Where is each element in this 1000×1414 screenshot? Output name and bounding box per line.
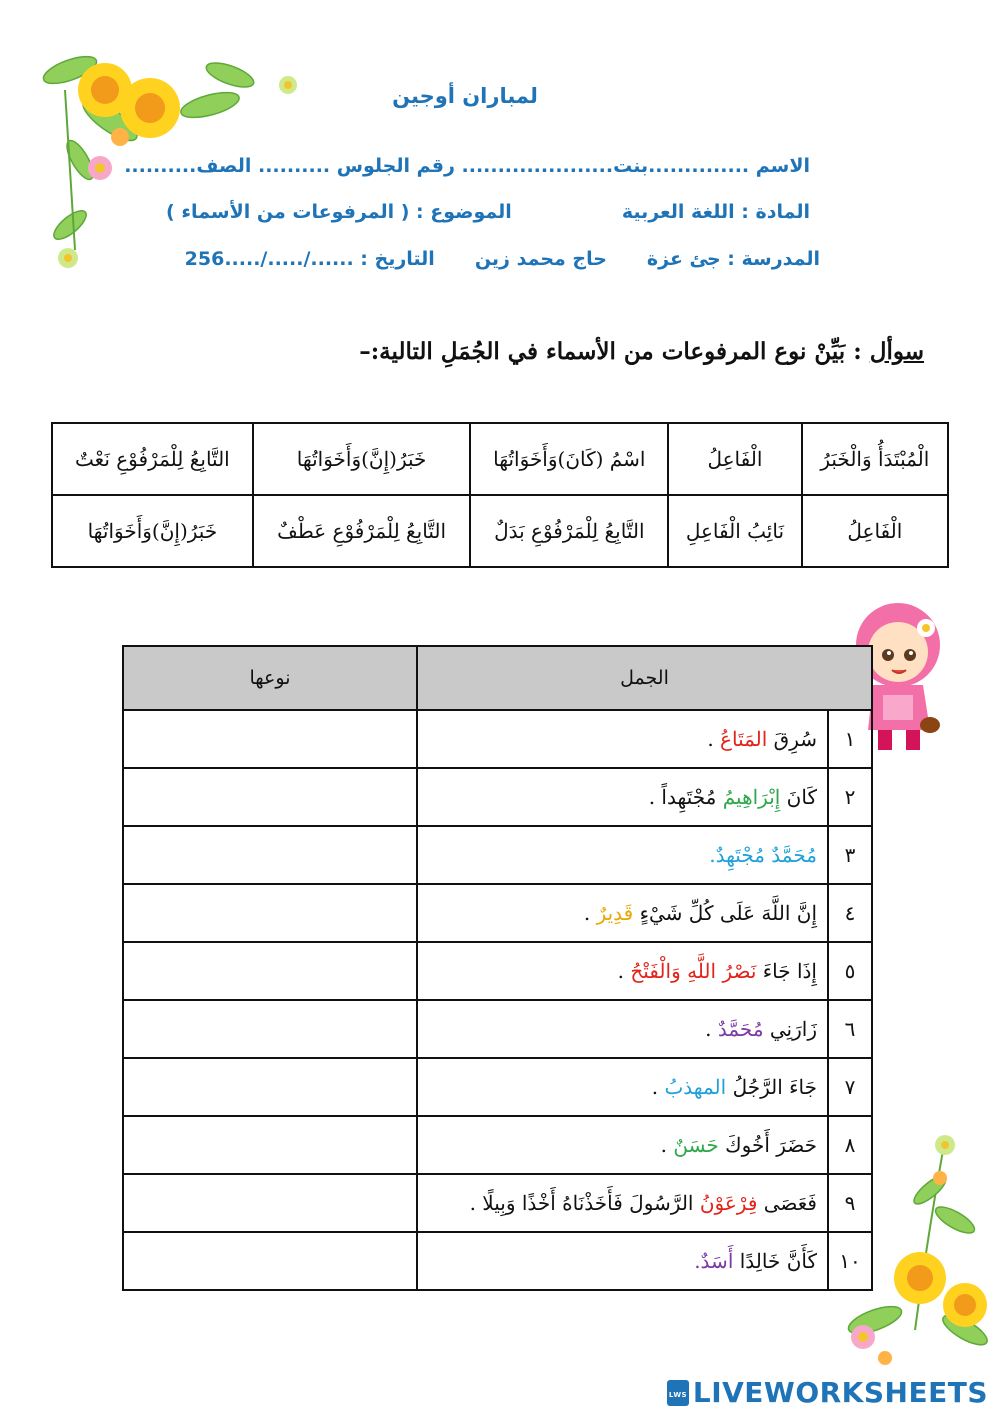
highlighted-word: المهذبُ xyxy=(664,1075,727,1099)
option-cell: التَّابِعُ لِلْمَرْفُوْعِ عَطْفٌ xyxy=(253,495,471,567)
option-cell: الْمُبْتَدَأُ وَالْخَبَرُ xyxy=(802,423,948,495)
row-number: ٩ xyxy=(828,1174,872,1232)
table-row xyxy=(123,710,872,768)
option-cell: اسْمُ (كَانَ)وَأَخَوَاتُهَا xyxy=(470,423,668,495)
sentence-text: زَارَنِي xyxy=(763,1017,817,1041)
row-number: ٨ xyxy=(828,1116,872,1174)
row-number: ١٠ xyxy=(828,1232,872,1290)
row-number: ٥ xyxy=(828,942,872,1000)
table-row xyxy=(123,768,872,826)
table-row xyxy=(123,1174,872,1232)
table-row xyxy=(123,1232,872,1290)
highlighted-word: قَدِيرٌ xyxy=(596,901,634,925)
column-header-type: نوعها xyxy=(123,646,417,710)
school-line xyxy=(185,248,820,270)
sentence-cell xyxy=(417,768,828,826)
answer-cell[interactable] xyxy=(123,884,417,942)
sentence-cell xyxy=(417,942,828,1000)
options-table xyxy=(51,422,949,568)
sentence-text: . xyxy=(651,1075,665,1099)
topic: الموضوع : ( المرفوعات من الأسماء ) xyxy=(166,201,512,223)
sentence-text: إِذَا جَاءَ xyxy=(756,959,817,983)
sentence-text: الرَّسُولَ فَأَخَذْنَاهُ أَخْذًا وَبِيلًا . xyxy=(469,1191,700,1215)
sentences-table xyxy=(122,645,873,1291)
sentence-text: . xyxy=(707,727,721,751)
table-row xyxy=(123,884,872,942)
page-title: لمباران أوجين xyxy=(392,84,538,108)
sentences-header-row xyxy=(123,646,872,710)
question xyxy=(359,338,924,365)
name-line: الاسم ..............بنت..................... رقم الجلوس .......... الصف.......... xyxy=(124,155,810,177)
sentence-text: . xyxy=(617,959,631,983)
liveworksheets-logo xyxy=(667,1376,988,1409)
highlighted-word: نَصْرُ اللَّهِ وَالْفَتْحُ xyxy=(630,959,757,983)
options-row xyxy=(52,423,948,495)
sentence-text: . xyxy=(583,901,597,925)
sentence-cell xyxy=(417,1058,828,1116)
option-cell: التَّابِعُ لِلْمَرْفُوْعِ بَدَلٌ xyxy=(470,495,668,567)
row-number: ٤ xyxy=(828,884,872,942)
highlighted-word: مُحَمَّدٌ مُجْتَهِدٌ. xyxy=(709,843,817,867)
sentence-cell xyxy=(417,1174,828,1232)
option-cell: التَّابِعُ لِلْمَرْفُوْعِ نَعْتٌ xyxy=(52,423,253,495)
sunflower-decoration-bottom xyxy=(845,1130,995,1380)
answer-cell[interactable] xyxy=(123,942,417,1000)
date: التاريخ : ....../...../.....256 xyxy=(184,248,435,270)
answer-cell[interactable] xyxy=(123,1232,417,1290)
row-number: ٢ xyxy=(828,768,872,826)
answer-cell[interactable] xyxy=(123,1174,417,1232)
table-row xyxy=(123,1058,872,1116)
sentence-cell xyxy=(417,1116,828,1174)
question-label: سوأل xyxy=(869,338,924,365)
question-text: : بَيِّنْ نوع المرفوعات من الأسماء في الجُمَلِ التالية:– xyxy=(359,338,862,365)
table-row xyxy=(123,826,872,884)
options-row xyxy=(52,495,948,567)
option-cell: الْفَاعِلُ xyxy=(802,495,948,567)
highlighted-word: فِرْعَوْنُ xyxy=(699,1191,758,1215)
sentence-text: سُرِقَ xyxy=(767,727,817,751)
answer-cell[interactable] xyxy=(123,1058,417,1116)
highlighted-word: أَسَدٌ. xyxy=(694,1249,734,1273)
sentence-text: . xyxy=(660,1133,674,1157)
answer-cell[interactable] xyxy=(123,710,417,768)
teacher: حاج محمد زين xyxy=(474,248,607,270)
column-header-sentence: الجمل xyxy=(417,646,872,710)
answer-cell[interactable] xyxy=(123,768,417,826)
row-number: ١ xyxy=(828,710,872,768)
sentence-cell xyxy=(417,1000,828,1058)
sentence-text: كَانَ xyxy=(780,785,817,809)
answer-cell[interactable] xyxy=(123,1116,417,1174)
school: المدرسة : جئ عزة xyxy=(646,248,820,270)
sentence-cell xyxy=(417,826,828,884)
logo-badge-text: LWS xyxy=(668,1390,687,1399)
option-cell: خَبَرُ(إِنَّ)وَأَخَوَاتُهَا xyxy=(253,423,471,495)
sentence-text: مُجْتَهِداً . xyxy=(648,785,723,809)
sentence-text: حَضَرَ أَخُوكَ xyxy=(718,1133,817,1157)
sentence-text: كَأَنَّ خَالِدًا xyxy=(733,1249,817,1273)
highlighted-word: إِبْرَاهِيمُ xyxy=(722,785,781,809)
logo-text: LIVEWORKSHEETS xyxy=(692,1376,988,1409)
highlighted-word: حَسَنٌ xyxy=(673,1133,719,1157)
sentence-cell xyxy=(417,884,828,942)
subject-topic-line xyxy=(166,201,810,223)
logo-badge-icon xyxy=(667,1380,689,1406)
highlighted-word: المَتَاعُ xyxy=(720,727,768,751)
row-number: ٦ xyxy=(828,1000,872,1058)
option-cell: الْفَاعِلُ xyxy=(668,423,801,495)
option-cell: نَائِبُ الْفَاعِلِ xyxy=(668,495,801,567)
row-number: ٧ xyxy=(828,1058,872,1116)
sentence-cell xyxy=(417,710,828,768)
sentence-text: . xyxy=(705,1017,718,1041)
sentence-text: فَعَصَى xyxy=(757,1191,817,1215)
option-cell: خَبَرُ(إِنَّ)وَأَخَوَاتُهَا xyxy=(52,495,253,567)
highlighted-word: مُحَمَّدٌ xyxy=(717,1017,764,1041)
sentence-cell xyxy=(417,1232,828,1290)
table-row xyxy=(123,1116,872,1174)
answer-cell[interactable] xyxy=(123,826,417,884)
row-number: ٣ xyxy=(828,826,872,884)
sentence-text: جَاءَ الرَّجُلُ xyxy=(726,1075,817,1099)
table-row xyxy=(123,942,872,1000)
subject: المادة : اللغة العربية xyxy=(621,201,810,223)
table-row xyxy=(123,1000,872,1058)
sentence-text: إِنَّ اللَّهَ عَلَى كُلِّ شَيْءٍ xyxy=(633,901,817,925)
answer-cell[interactable] xyxy=(123,1000,417,1058)
